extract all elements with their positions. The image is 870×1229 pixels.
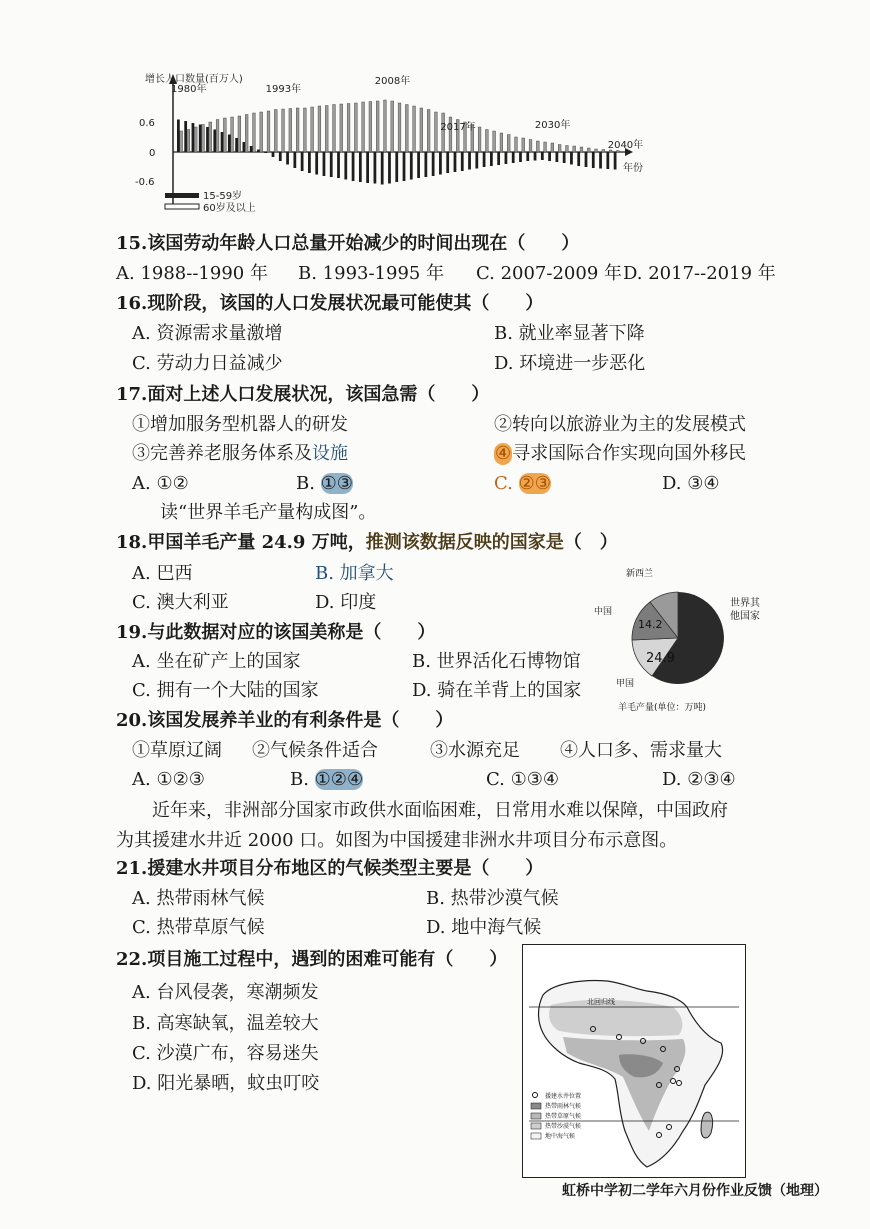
q21-option-b[interactable]: B. 热带沙漠气候 <box>426 888 559 909</box>
bar-elderly <box>522 138 525 152</box>
bar-elderly <box>267 111 270 152</box>
q22-option-d[interactable]: D. 阳光暴晒，蚊虫叮咬 <box>132 1073 320 1094</box>
q16-stem: 16.现阶段，该国的人口发展状况最可能使其（ ） <box>116 293 544 314</box>
bar-elderly <box>296 108 299 152</box>
x-axis-label: 年份 <box>623 163 643 174</box>
q15-option-b[interactable]: B. 1993-1995 年 <box>298 263 445 284</box>
bar-working-age <box>374 152 377 184</box>
q22-option-a[interactable]: A. 台风侵袭，寒潮频发 <box>132 982 319 1003</box>
q17-stem: 17.面对上述人口发展状况，该国急需（ ） <box>116 384 490 405</box>
bar-working-age <box>439 152 442 175</box>
bar-elderly <box>391 101 394 152</box>
bar-elderly <box>223 118 226 152</box>
bar-elderly <box>194 127 197 152</box>
bar-working-age <box>417 152 420 178</box>
bar-working-age <box>446 152 449 173</box>
bar-working-age <box>388 152 391 184</box>
bar-working-age <box>541 152 544 160</box>
q20-stem: 20.该国发展养羊业的有利条件是（ ） <box>116 710 454 731</box>
bar-elderly <box>485 130 488 153</box>
bar-elderly <box>202 125 205 153</box>
q20-option-a[interactable]: A. ①②③ <box>132 769 205 790</box>
bar-working-age <box>606 152 609 169</box>
pie-caption: 羊毛产量(单位：万吨) <box>618 703 707 713</box>
read-note: 读“世界羊毛产量构成图”。 <box>160 502 377 523</box>
bar-working-age <box>512 152 515 163</box>
q20-condition-4: ④人口多、需求量大 <box>560 740 722 761</box>
bar-elderly <box>558 145 561 153</box>
q17-statement-3-highlight: 设施 <box>312 443 348 464</box>
q17-statement-3 <box>132 443 348 465</box>
pie-label-new-zealand: 新西兰 <box>626 569 654 579</box>
year-label: 1980年 <box>171 84 207 95</box>
bar-elderly <box>362 102 365 152</box>
bar-working-age <box>184 121 187 152</box>
tropic-of-cancer-label: 北回归线 <box>587 998 615 1006</box>
bar-elderly <box>551 143 554 152</box>
y-tick-neg: -0.6 <box>135 177 155 188</box>
pie-value-china: 14.2 <box>638 618 663 631</box>
bar-working-age <box>279 152 282 161</box>
bar-working-age <box>548 152 551 161</box>
bar-elderly <box>260 112 263 152</box>
bar-elderly <box>325 106 328 153</box>
bar-working-age <box>490 152 493 166</box>
bar-working-age <box>243 142 246 152</box>
q15-option-d[interactable]: D. 2017--2019 年 <box>623 263 776 284</box>
q17-option-c[interactable] <box>494 473 551 495</box>
y-tick-pos: 0.6 <box>139 118 155 129</box>
bar-working-age <box>199 125 202 153</box>
bar-elderly <box>238 116 241 152</box>
bar-working-age <box>585 152 588 167</box>
map-legend-desert: 热带沙漠气候 <box>545 1123 582 1130</box>
bar-working-age <box>235 138 238 152</box>
year-label: 2040年 <box>607 140 644 151</box>
bar-elderly <box>384 100 387 152</box>
q16-option-d[interactable]: D. 环境进一步恶化 <box>494 353 646 374</box>
footer-caption: 虹桥中学初二学年六月份作业反馈（地理） <box>562 1183 828 1199</box>
passage-line-1: 近年来，非洲部分国家市政供水面临困难，日常用水难以保障，中国政府 <box>152 800 728 821</box>
bar-working-age <box>555 152 558 162</box>
q20-condition-2: ②气候条件适合 <box>252 740 378 761</box>
bar-elderly <box>304 108 307 152</box>
q18-stem-part1: 18.甲国羊毛产量 24.9 万吨， <box>116 532 366 553</box>
bar-working-age <box>323 152 326 176</box>
q20-option-b-letter: B. <box>290 769 315 790</box>
map-legend-rainforest: 热带雨林气候 <box>545 1103 582 1110</box>
q17-option-c-marked: ②③ <box>518 473 551 494</box>
q16-option-a[interactable]: A. 资源需求量激增 <box>132 323 283 344</box>
bar-working-age <box>614 152 617 170</box>
q15-option-c[interactable]: C. 2007-2009 年 <box>476 263 622 284</box>
bar-working-age <box>592 152 595 168</box>
bar-working-age <box>352 152 355 181</box>
chart-bars <box>177 100 619 185</box>
q21-option-a[interactable]: A. 热带雨林气候 <box>132 888 265 909</box>
bar-elderly <box>369 102 372 153</box>
bar-working-age <box>366 152 369 183</box>
bar-working-age <box>461 152 464 171</box>
map-legend-savanna: 热带草原气候 <box>545 1113 582 1120</box>
bar-working-age <box>264 152 267 153</box>
q22-stem: 22.项目施工过程中，遇到的困难可能有（ ） <box>116 949 508 970</box>
population-chart <box>125 70 644 220</box>
q20-condition-3: ③水源充足 <box>430 740 520 761</box>
bar-working-age <box>344 152 347 180</box>
bar-working-age <box>577 152 580 166</box>
q18-option-a[interactable]: A. 巴西 <box>132 563 193 584</box>
q17-statement-4-text: 寻求国际合作实现向国外移民 <box>512 443 747 464</box>
legend-label-elderly: 60岁及以上 <box>203 203 256 214</box>
q18-option-c[interactable]: C. 澳大利亚 <box>132 592 229 613</box>
q18-stem-part3: （ ） <box>563 532 618 553</box>
bar-working-age <box>534 152 537 161</box>
passage-line-2: 为其援建水井近 2000 口。如图为中国援建非洲水井项目分布示意图。 <box>116 830 678 851</box>
bar-working-age <box>272 152 275 157</box>
bar-working-age <box>505 152 508 164</box>
q19-option-b[interactable]: B. 世界活化石博物馆 <box>412 651 581 672</box>
q15-stem: 15.该国劳动年龄人口总量开始减少的时间出现在（ ） <box>116 233 580 254</box>
africa-map <box>522 944 746 1178</box>
year-label: 2017年 <box>440 122 476 133</box>
bar-working-age <box>497 152 500 165</box>
q17-option-b[interactable] <box>296 473 353 495</box>
bar-elderly <box>602 150 605 153</box>
q15-option-a[interactable]: A. 1988--1990 年 <box>116 263 268 284</box>
bar-working-age <box>475 152 478 169</box>
sahara-region <box>549 1000 682 1036</box>
bar-working-age <box>286 152 289 165</box>
pie-label-world-others-2: 他国家 <box>730 611 760 622</box>
bar-elderly <box>274 110 277 153</box>
bar-working-age <box>403 152 406 181</box>
bar-elderly <box>595 149 598 152</box>
bar-elderly <box>253 113 256 152</box>
bar-working-age <box>177 120 180 153</box>
q16-option-c[interactable]: C. 劳动力日益减少 <box>132 353 283 374</box>
bar-elderly <box>587 148 590 152</box>
q20-option-b[interactable] <box>290 769 363 791</box>
bar-elderly <box>507 135 510 153</box>
bar-elderly <box>566 146 569 153</box>
bar-working-age <box>381 152 384 185</box>
q20-option-b-marked: ①②④ <box>314 769 364 790</box>
q19-option-d[interactable]: D. 骑在羊背上的国家 <box>412 680 582 701</box>
africa-map-svg <box>523 945 745 1177</box>
q16-option-b[interactable]: B. 就业率显著下降 <box>494 323 645 344</box>
bar-working-age <box>250 146 253 152</box>
bar-working-age <box>483 152 486 167</box>
q22-option-b[interactable]: B. 高寒缺氧，温差较大 <box>132 1013 319 1034</box>
bar-working-age <box>454 152 457 172</box>
chart-title: 增长人口数量(百万人) <box>145 74 243 85</box>
bar-working-age <box>468 152 471 170</box>
bar-elderly <box>420 108 423 152</box>
q17-statement-1: ①增加服务型机器人的研发 <box>132 414 348 435</box>
bar-elderly <box>180 131 183 152</box>
bar-elderly <box>340 104 343 152</box>
bar-elderly <box>427 110 430 153</box>
bar-working-age <box>563 152 566 163</box>
bar-working-age <box>570 152 573 165</box>
population-chart-svg <box>125 70 644 220</box>
q20-condition-1: ①草原辽阔 <box>132 740 222 761</box>
bar-elderly <box>478 127 481 152</box>
bar-working-age <box>395 152 398 182</box>
wool-pie-svg <box>590 562 770 720</box>
bar-working-age <box>519 152 522 162</box>
q17-statement-2: ②转向以旅游业为主的发展模式 <box>494 414 746 435</box>
q18-stem <box>116 532 618 554</box>
pie-label-world-others-1: 世界其 <box>730 598 760 609</box>
bar-working-age <box>337 152 340 178</box>
q22-option-c[interactable]: C. 沙漠广布，容易迷失 <box>132 1043 319 1064</box>
bar-elderly <box>289 109 292 153</box>
bar-working-age <box>410 152 413 180</box>
bar-working-age <box>192 123 195 152</box>
bar-working-age <box>526 152 529 161</box>
bar-elderly <box>405 105 408 153</box>
q17-option-c-letter: C. <box>494 473 519 494</box>
bar-elderly <box>354 103 357 152</box>
legend-swatch-elderly <box>165 204 199 209</box>
bar-working-age <box>432 152 435 176</box>
bar-elderly <box>529 140 532 153</box>
bar-elderly <box>187 130 190 153</box>
bar-elderly <box>515 137 518 152</box>
q17-statement-3-text: ③完善养老服务体系及 <box>132 443 312 464</box>
bar-working-age <box>308 152 311 173</box>
q21-option-d[interactable]: D. 地中海气候 <box>426 917 542 938</box>
bar-elderly <box>500 133 503 152</box>
bar-working-age <box>206 127 209 152</box>
year-label: 2008年 <box>374 76 411 87</box>
bar-elderly <box>376 101 379 152</box>
bar-working-age <box>257 150 260 153</box>
bar-elderly <box>282 109 285 152</box>
q17-option-b-marked: ①③ <box>320 473 353 494</box>
q17-option-d[interactable]: D. ③④ <box>662 473 720 494</box>
pie-label-china: 中国 <box>594 607 613 617</box>
q18-option-b[interactable]: B. 加拿大 <box>315 563 394 584</box>
year-label: 2030年 <box>534 120 571 131</box>
q19-stem: 19.与此数据对应的该国美称是（ ） <box>116 622 436 643</box>
bar-working-age <box>359 152 362 182</box>
q20-option-d[interactable]: D. ②③④ <box>662 769 736 790</box>
legend-label-working: 15-59岁 <box>203 191 243 202</box>
bar-working-age <box>330 152 333 177</box>
bar-elderly <box>536 141 539 152</box>
q18-option-d[interactable]: D. 印度 <box>315 592 377 613</box>
q18-stem-part2: 推测该数据反映的国家是 <box>365 532 564 553</box>
legend-swatch-working <box>165 193 199 198</box>
pie-label-jia: 甲国 <box>616 679 635 689</box>
bar-working-age <box>293 152 296 168</box>
map-legend <box>531 1092 581 1140</box>
q21-option-c[interactable]: C. 热带草原气候 <box>132 917 265 938</box>
madagascar <box>701 1112 713 1138</box>
bar-working-age <box>213 130 216 153</box>
q17-statement-4 <box>494 443 746 465</box>
bar-elderly <box>231 117 234 152</box>
q19-option-a[interactable]: A. 坐在矿产上的国家 <box>132 651 301 672</box>
year-label: 1993年 <box>265 84 302 95</box>
q19-option-c[interactable]: C. 拥有一个大陆的国家 <box>132 680 319 701</box>
bar-working-age <box>228 135 231 153</box>
bar-working-age <box>424 152 427 177</box>
q17-option-b-letter: B. <box>296 473 321 494</box>
pie-value-jia: 24.9 <box>646 651 675 666</box>
bar-elderly <box>580 147 583 152</box>
q17-statement-4-marker: ④ <box>495 443 512 464</box>
bar-elderly <box>318 106 321 152</box>
bar-working-age <box>315 152 318 175</box>
map-legend-mediterranean: 地中海气候 <box>545 1133 576 1140</box>
bar-elderly <box>493 131 496 152</box>
bar-elderly <box>398 103 401 152</box>
bar-elderly <box>209 122 212 152</box>
bar-elderly <box>573 146 576 152</box>
bar-elderly <box>413 106 416 152</box>
bar-elderly <box>333 105 336 153</box>
wool-pie-chart <box>590 562 770 720</box>
bar-elderly <box>245 115 248 153</box>
map-legend-wells: 援建水井位置 <box>545 1093 582 1100</box>
bar-working-age <box>301 152 304 171</box>
q17-option-a[interactable]: A. ①② <box>132 473 189 494</box>
bar-elderly <box>216 120 219 153</box>
bar-elderly <box>347 104 350 153</box>
bar-working-age <box>599 152 602 169</box>
bar-elderly <box>544 142 547 152</box>
bar-elderly <box>311 107 314 152</box>
bar-elderly <box>435 112 438 152</box>
q20-option-c[interactable]: C. ①③④ <box>486 769 559 790</box>
y-tick-zero: 0 <box>149 148 156 159</box>
q21-stem: 21.援建水井项目分布地区的气候类型主要是（ ） <box>116 858 544 879</box>
bar-working-age <box>221 132 224 152</box>
